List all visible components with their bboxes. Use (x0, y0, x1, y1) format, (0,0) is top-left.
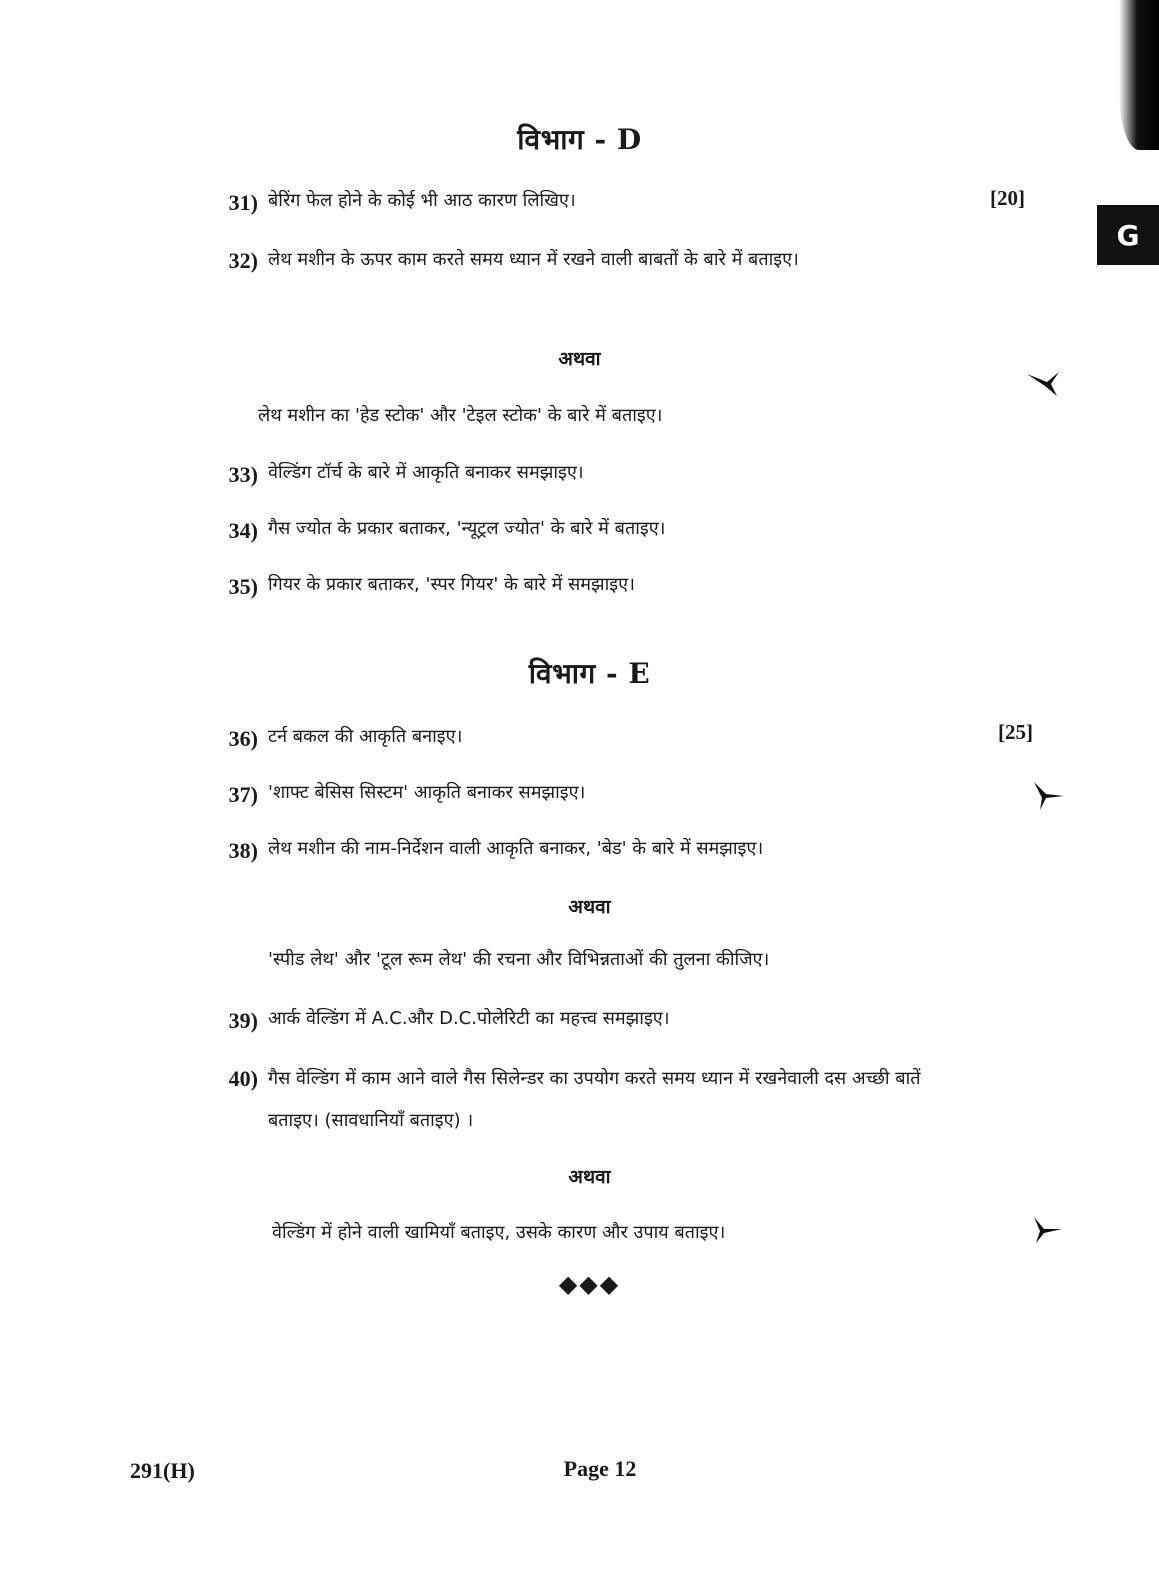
scan-mark-icon (1028, 1215, 1064, 1245)
question-text: 'शाफ्ट बेसिस सिस्टम' आकृति बनाकर समझाइए। (268, 782, 586, 803)
question-text: आर्क वेल्डिंग में A.C.और D.C.पोलेरिटी का महत्त्व समझाइए। (268, 1008, 670, 1029)
question-text: बेरिंग फेल होने के कोई भी आठ कारण लिखिए। (268, 190, 576, 211)
question-text: गैस वेल्डिंग में काम आने वाले गैस सिलेन्डर का उपयोग करते समय ध्यान में रखनेवाली दस अच्छी बातें बताइए। (सावधानियाँ बताइए) । (268, 1068, 921, 1131)
question-text: लेथ मशीन की नाम-निर्देशन वाली आकृति बनाकर, 'बेड' के बारे में समझाइए। (268, 838, 764, 859)
question-text: गैस ज्योत के प्रकार बताकर, 'न्यूट्रल ज्योत' के बारे में बताइए। (268, 518, 666, 539)
alternative-question-38: 'स्पीड लेथ' और 'टूल रूम लेथ' की रचना और विभिन्नताओं की तुलना कीजिए। (268, 949, 770, 970)
section-e-marks: [25] (998, 720, 1033, 744)
section-e-heading: विभाग - E (528, 657, 651, 690)
question-number: 36) (228, 726, 258, 751)
scan-mark-icon (1030, 780, 1066, 812)
question-number: 40) (228, 1066, 258, 1091)
or-label: अथवा (568, 896, 611, 918)
question-number: 33) (228, 462, 258, 487)
question-number: 37) (228, 782, 258, 807)
section-d-heading: विभाग - D (517, 123, 642, 156)
question-number: 35) (228, 574, 258, 599)
alternative-question-40: वेल्डिंग में होने वाली खामियाँ बताइए, उसके कारण और उपाय बताइए। (272, 1222, 726, 1243)
paper-code: 291(H) (130, 1458, 195, 1483)
question-number: 32) (228, 248, 258, 273)
or-label: अथवा (568, 1166, 611, 1188)
page-number: Page 12 (563, 1456, 637, 1481)
question-number: 31) (228, 190, 258, 215)
side-tab: G (1097, 205, 1159, 265)
section-d-marks: [20] (990, 186, 1025, 210)
question-text: वेल्डिंग टॉर्च के बारे में आकृति बनाकर समझाइए। (268, 462, 584, 483)
question-number: 38) (228, 838, 258, 863)
or-label: अथवा (558, 348, 601, 370)
alternative-question-32: लेथ मशीन का 'हेड स्टोक' और 'टेइल स्टोक' के बारे में बताइए। (258, 405, 663, 426)
question-number: 34) (228, 518, 258, 543)
question-text: टर्न बकल की आकृति बनाइए। (268, 726, 463, 747)
question-number: 39) (228, 1008, 258, 1033)
question-text: गियर के प्रकार बताकर, 'स्पर गियर' के बारे में समझाइए। (268, 574, 635, 595)
end-mark: ◆◆◆ (558, 1270, 621, 1298)
question-text: लेथ मशीन के ऊपर काम करते समय ध्यान में रखने वाली बाबतों के बारे में बताइए। (268, 249, 799, 270)
scan-mark-icon (1025, 368, 1065, 398)
